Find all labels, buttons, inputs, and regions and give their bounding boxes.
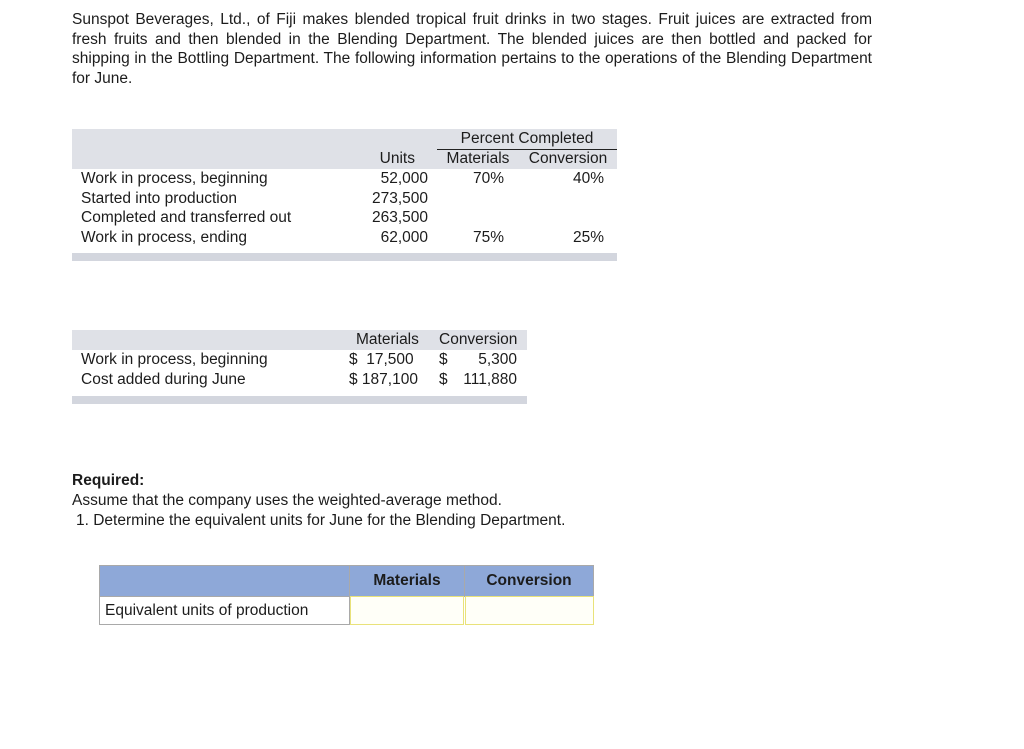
row-units: 273,500: [371, 189, 428, 207]
problem-intro: Sunspot Beverages, Ltd., of Fiji makes blended tropical fruit drinks in two stages. Fruit juices are extracted from fresh fruits and then blended in the Blending Department. The blended juices are then bottled and packed for shipping in the Bottling Department. The following information pertains to the operations of the Blending Department for June.: [72, 11, 872, 87]
required-section: [72, 471, 565, 531]
percent-completed-header: Percent Completed: [460, 130, 594, 147]
row-materials-pct: 70%: [472, 170, 504, 187]
row-conversion-sign: $: [439, 351, 448, 368]
row-conversion-pct: 40%: [572, 170, 604, 187]
row-conversion-cost: 5,300: [478, 351, 517, 368]
row-materials-cost: $ 17,500: [349, 351, 414, 368]
answer-header-blank: [99, 565, 350, 597]
costs-table-footer-band: [72, 396, 527, 404]
row-units: 62,000: [380, 228, 428, 246]
answer-col-materials: Materials: [349, 565, 465, 597]
required-heading: Required:: [72, 472, 145, 489]
row-label: Work in process, beginning: [81, 351, 268, 368]
row-label: Cost added during June: [81, 370, 246, 388]
row-label: Started into production: [81, 189, 237, 207]
units-table: [72, 129, 617, 261]
units-table-footer-band: [72, 253, 617, 261]
row-label: Completed and transferred out: [81, 209, 292, 226]
materials-equivalent-units-input[interactable]: [350, 596, 464, 625]
required-question: 1. Determine the equivalent units for June for the Blending Department.: [76, 512, 566, 529]
row-label: Work in process, ending: [81, 228, 247, 246]
col-materials-header: Materials: [446, 150, 510, 167]
col-conversion-header: Conversion: [528, 150, 608, 167]
row-conversion-sign: $: [439, 370, 448, 388]
col-units-header: Units: [379, 150, 415, 167]
row-label: Work in process, beginning: [81, 170, 268, 187]
row-units: 52,000: [380, 170, 428, 187]
row-materials-pct: 75%: [472, 228, 504, 246]
answer-col-conversion: Conversion: [464, 565, 594, 597]
row-conversion-pct: 25%: [572, 228, 604, 246]
col-materials-header: Materials: [356, 331, 419, 348]
row-units: 263,500: [371, 209, 428, 226]
equivalent-units-label: Equivalent units of production: [99, 596, 350, 625]
required-method-text: Assume that the company uses the weighted-average method.: [72, 492, 502, 509]
row-conversion-cost: 111,880: [463, 370, 517, 388]
row-materials-cost: $ 187,100: [349, 370, 418, 388]
conversion-equivalent-units-input[interactable]: [465, 596, 594, 625]
col-conversion-header: Conversion: [439, 331, 518, 348]
costs-table: [72, 330, 527, 405]
